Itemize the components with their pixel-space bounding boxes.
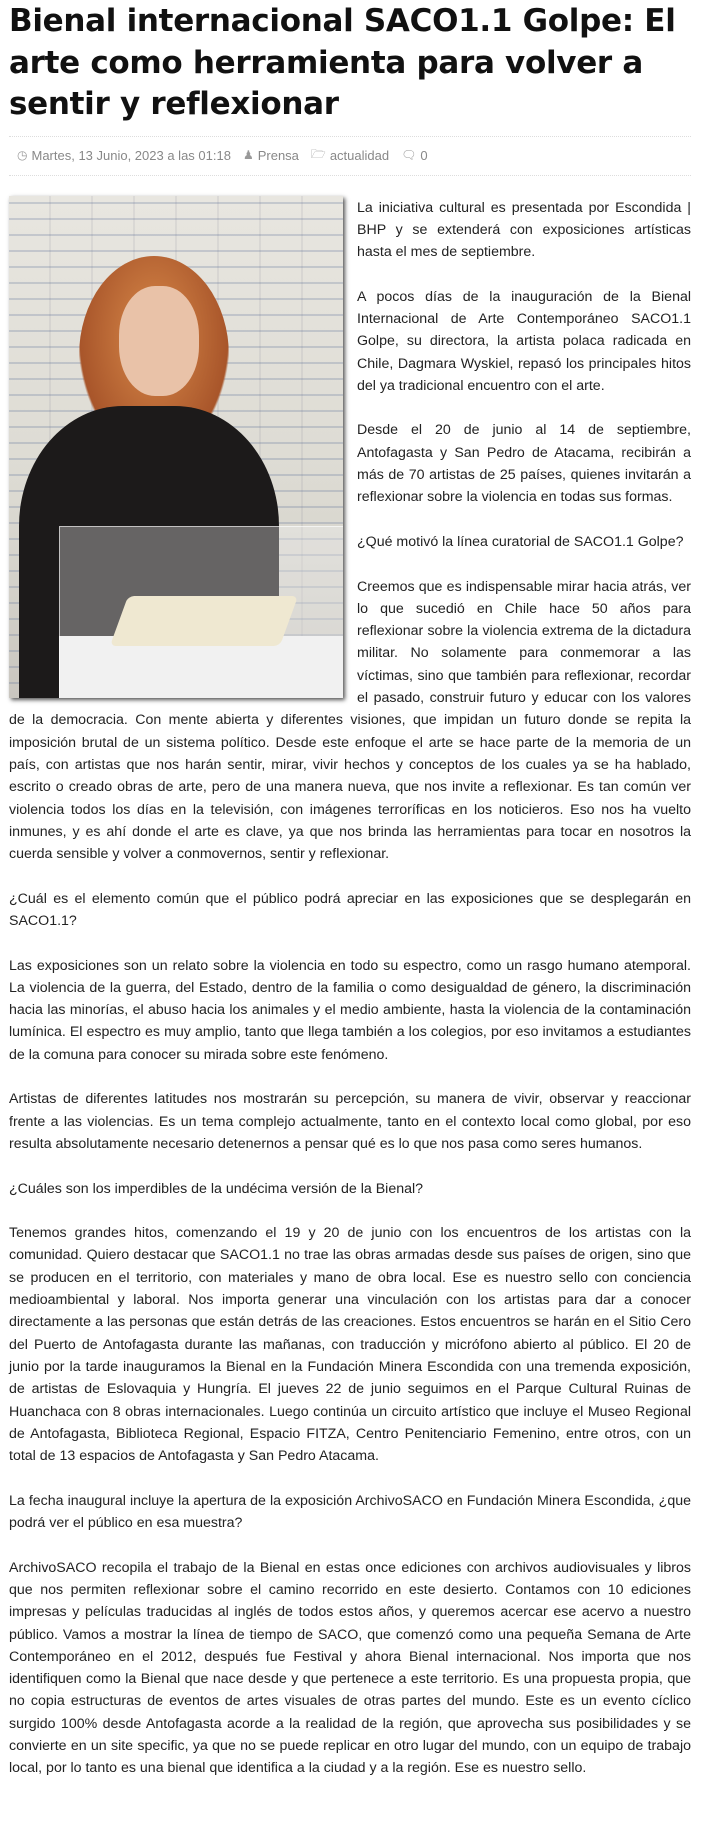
question: ¿Cuál es el elemento común que el público podrá apreciar en las exposiciones que se desplegarán en SACO1.1? [9,890,691,929]
comments-count[interactable]: 0 [420,147,428,163]
article-meta [9,136,691,176]
paragraph: Las exposiciones son un relato sobre la violencia en todo su espectro, como un rasgo humano atemporal. La violencia de la guerra, del Estado, dentro de la familia o como desigualdad de género, la discriminación hacia las minorías, el abuso hacia los animales y el medio ambiente, hasta la violencia de la contaminación lumínica. El espectro es muy amplio, tanto que llega también a los colegios, por eso invitamos a estudiantes de la comuna para conocer su mirada sobre este fenómeno. [9,957,691,1063]
meta-comments[interactable] [401,148,427,163]
folder-icon: 🗁 [310,146,326,161]
paragraph: La iniciativa cultural es presentada por Escondida | BHP y se extenderá con exposiciones artísticas hasta el mes de septiembre. [357,199,691,261]
clock-icon: ◷ [17,148,28,162]
question: La fecha inaugural incluye la apertura de la exposición ArchivoSACO en Fundación Minera Escondida, ¿que podrá ver el público en esa muestra? [9,1492,691,1532]
meta-author[interactable] [243,148,299,163]
question: ¿Qué motivó la línea curatorial de SACO1.1 Golpe? [357,533,684,550]
meta-category[interactable] [311,145,389,166]
date-text: Martes, 13 Junio, 2023 a las 01:18 [31,147,231,163]
user-icon: ♟ [242,148,254,162]
article-body [9,197,691,1780]
paragraph: Desde el 20 de junio al 14 de septiembre, Antofagasta y San Pedro de Atacama, recibirán a más de 70 artistas de 25 países, quienes invitarán a reflexionar sobre la violencia en todas sus formas. [357,422,691,506]
question: ¿Cuáles son los imperdibles de la undécima versión de la Bienal? [9,1180,424,1197]
category-link[interactable]: actualidad [329,147,390,163]
article-photo [9,196,343,698]
author-link[interactable]: Prensa [257,147,299,163]
article-title: Bienal internacional SACO1.1 Golpe: El arte como herramienta para volver a sentir y reflexionar [9,3,676,122]
comment-icon: 🗨 [401,148,417,162]
meta-date [17,148,231,163]
paragraph: Artistas de diferentes latitudes nos mostrarán su percepción, su manera de vivir, observar y reaccionar frente a las violencias. Es un tema complejo actualmente, tanto en el contexto local como global, por eso resulta absolutamente necesario detenernos a pensar qué es lo que nos pasa como seres humanos. [9,1091,691,1152]
paragraph: Tenemos grandes hitos, comenzando el 19 y 20 de junio con los encuentros de los artistas con la comunidad. Quiero destacar que SACO1.1 no trae las obras armadas desde sus países de origen, sino que se producen en el territorio, con materiales y mano de obra local. Ese es nuestro sello con conciencia medioambiental y laboral. Nos importa generar una vinculación con los artistas para dar a conocer directamente a las personas que están detrás de las creaciones. Estos encuentros se harán en el Sitio Cero del Puerto de Antofagasta durante las mañanas, con traducción y micrófono abierto al público. El 20 de junio por la tarde inauguramos la Bienal en la Fundación Minera Escondida con una tremenda exposición, de artistas de Eslovaquia y Hungría. El jueves 22 de junio seguimos en el Parque Cultural Ruinas de Huanchaca con 8 obras internacionales. Luego continúa un circuito artístico que incluye el Museo Regional de Antofagasta, Biblioteca Regional, Espacio FITZA, Centro Penitenciario Femenino, entre otros, con un total de 13 espacios de Antofagasta y San Pedro Atacama. [9,1225,691,1465]
paragraph: Creemos que es indispensable mirar hacia atrás, ver lo que sucedió en Chile hace 50 años para reflexionar sobre la violencia extrema de la dictadura militar. No solamente para conmemorar a las víctimas, sino que también para reflexionar, recordar el pasado, construir futuro y educar con los valores de la democracia. Con mente abierta y diferentes visiones, que impidan un futuro donde se repita la imposición brutal de un sistema político. Desde este enfoque el arte se hace parte de la memoria de un país, con artistas que nos harán sentir, mirar, vivir hechos y conceptos de los cuales ya se ha hablado, escrito o creado obras de arte, pero de una manera nueva, que nos invite a reflexionar. Es tan común ver violencia todos los días en la televisión, con imágenes terroríficas en los noticieros. Eso nos ha vuelto inmunes, y es ahí donde el arte es clave, ya que nos brinda las herramientas para tocar en nosotros la cuerda sensible y volver a conmovernos, sentir y reflexionar. [9,578,691,863]
paragraph: A pocos días de la inauguración de la Bienal Internacional de Arte Contemporáneo SACO1.1 Golpe, su directora, la artista polaca radicada en Chile, Dagmara Wyskiel, repasó los principales hitos del ya tradicional encuentro con el arte. [357,288,691,394]
paragraph: ArchivoSACO recopila el trabajo de la Bienal en estas once ediciones con archivos audiovisuales y libros que nos permiten reflexionar sobre el camino recorrido en este desierto. Contamos con 10 ediciones impresas y películas traducidas al inglés de todos estos años, y queremos acercar ese acervo a nuestro público. Vamos a mostrar la línea de tiempo de SACO, que comenzó como una pequeña Semana de Arte Contemporáneo en el 2012, después fue Festival y ahora Bienal internacional. Nos importa que nos identifiquen como la Bienal que nace desde y que pertenece a este territorio. Es una propuesta propia, que no copia estructuras de eventos de artes visuales de otras partes del mundo. Este es un evento cíclico surgido 100% desde Antofagasta acorde a la realidad de la región, que aprovecha sus posibilidades y se convierte en un site specific, ya que no se puede replicar en otro lugar del mundo, con un equipo de trabajo local, por lo tanto es una bienal que identifica a la ciudad y a la región. Ese es nuestro sello. [9,1559,691,1777]
